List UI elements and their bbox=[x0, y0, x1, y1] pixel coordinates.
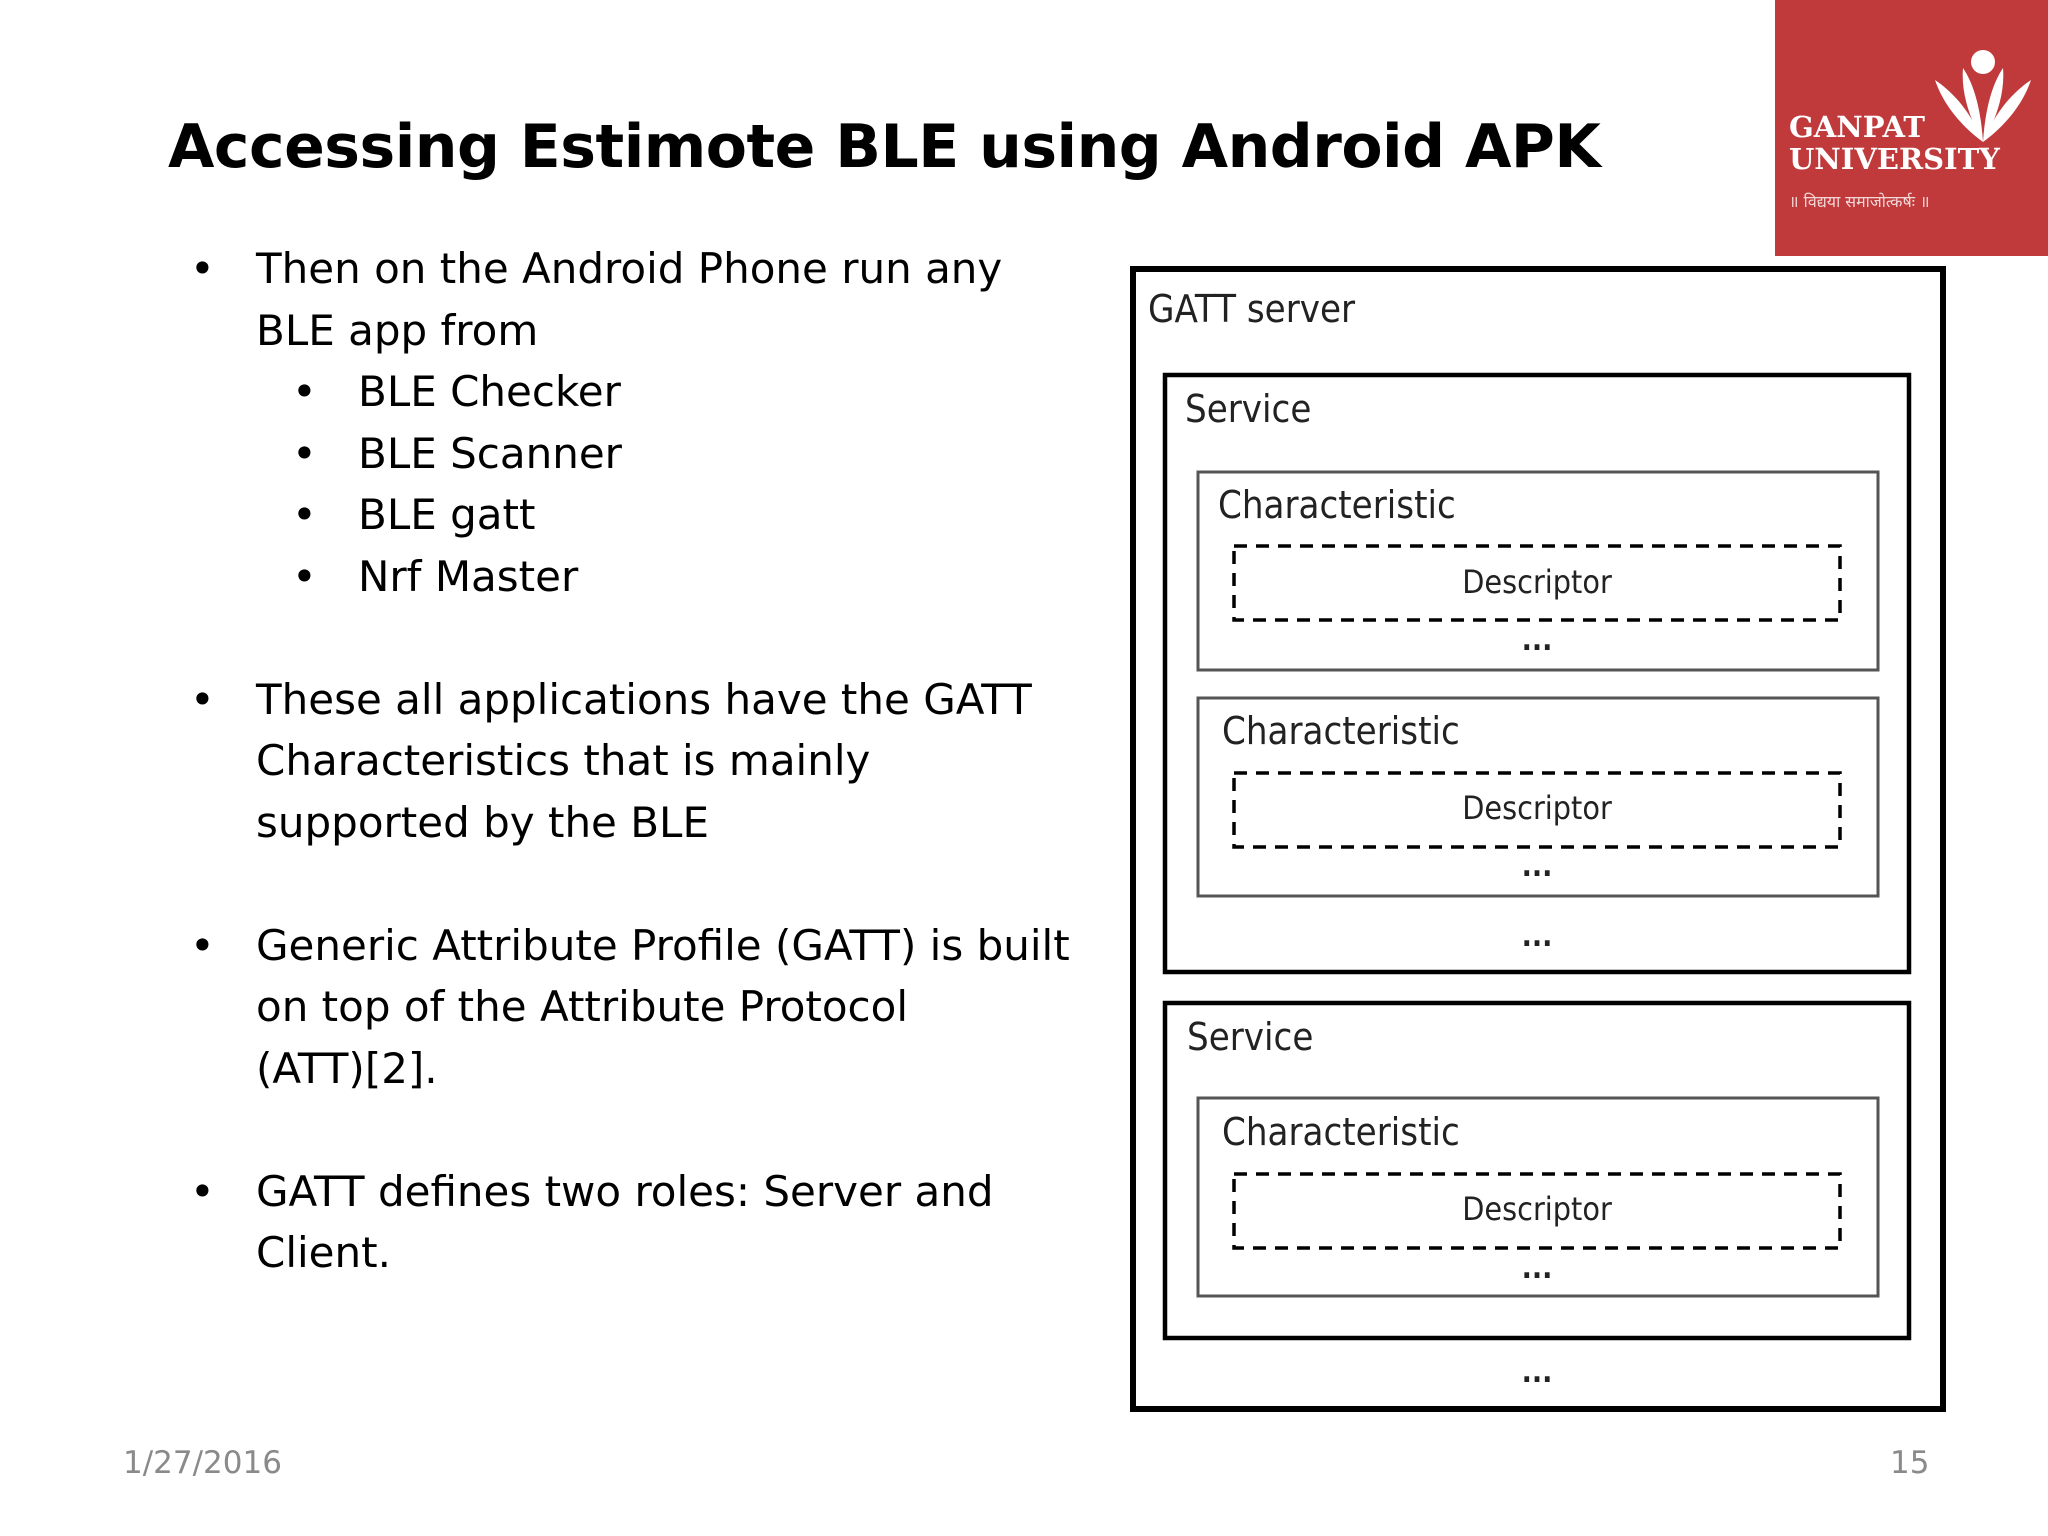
bullet-text: Then on the Android Phone run any bbox=[256, 244, 1003, 293]
service-label: Service bbox=[1185, 387, 1312, 431]
bullet-item bbox=[190, 238, 1090, 361]
bullet-icon: • bbox=[292, 367, 317, 416]
footer-date: 1/27/2016 bbox=[123, 1445, 282, 1481]
bullet-text: Client. bbox=[256, 1228, 391, 1277]
gatt-server-box bbox=[1133, 269, 1943, 1409]
bullet-text: GATT defines two roles: Server and bbox=[256, 1166, 994, 1216]
bullet-text: supported by the BLE bbox=[256, 797, 709, 847]
bullet-icon: • bbox=[292, 428, 317, 478]
sub-bullet-text: BLE Scanner bbox=[358, 428, 622, 478]
sub-bullet-text: BLE gatt bbox=[358, 490, 536, 539]
sub-bullet-item bbox=[190, 361, 1090, 423]
sub-bullet-item bbox=[190, 546, 1090, 608]
gatt-server-label: GATT server bbox=[1148, 287, 1356, 331]
sub-bullet-text: Nrf Master bbox=[358, 551, 579, 601]
bullet-text: (ATT)[2]. bbox=[256, 1043, 438, 1093]
logo-name-line1: GANPAT bbox=[1789, 110, 1925, 144]
slide-title: Accessing Estimote BLE using Android APK bbox=[168, 112, 1601, 182]
ellipsis-label: ... bbox=[1521, 623, 1553, 658]
bullet-text: on top of the Attribute Protocol bbox=[256, 982, 909, 1031]
characteristic-label: Characteristic bbox=[1222, 1110, 1460, 1154]
bullet-icon: • bbox=[292, 490, 317, 539]
descriptor-label: Descriptor bbox=[1462, 1190, 1612, 1228]
descriptor-label: Descriptor bbox=[1462, 563, 1612, 601]
bullet-text: Characteristics that is mainly bbox=[256, 736, 871, 785]
bullet-text: BLE app from bbox=[256, 305, 539, 355]
bullet-icon: • bbox=[190, 1166, 215, 1216]
page-number: 15 bbox=[1890, 1445, 1930, 1481]
gatt-diagram bbox=[1128, 266, 1948, 1416]
university-logo bbox=[1775, 0, 2048, 256]
sub-bullet-item bbox=[190, 484, 1090, 546]
ellipsis-label: ... bbox=[1521, 1355, 1553, 1390]
bullet-text: Generic Attribute Profile (GATT) is built bbox=[256, 920, 1070, 970]
bullet-list bbox=[190, 238, 1090, 1284]
bullet-item bbox=[190, 1161, 1090, 1284]
service-label: Service bbox=[1187, 1015, 1314, 1059]
ellipsis-label: ... bbox=[1521, 849, 1553, 884]
logo-motto: ॥ विद्यया समाजोत्कर्षः ॥ bbox=[1789, 192, 1930, 211]
ellipsis-label: ... bbox=[1521, 1251, 1553, 1286]
ellipsis-label: ... bbox=[1521, 919, 1553, 954]
bullet-item bbox=[190, 669, 1090, 854]
descriptor-label: Descriptor bbox=[1462, 789, 1612, 827]
characteristic-label: Characteristic bbox=[1218, 483, 1456, 527]
bullet-item bbox=[190, 915, 1090, 1100]
bullet-icon: • bbox=[292, 551, 317, 601]
bullet-text: These all applications have the GATT bbox=[256, 674, 1032, 724]
logo-name-line2: UNIVERSITY bbox=[1789, 142, 2000, 176]
characteristic-label: Characteristic bbox=[1222, 709, 1460, 753]
bullet-icon: • bbox=[190, 920, 215, 970]
sub-bullet-text: BLE Checker bbox=[358, 367, 621, 416]
sub-bullet-item bbox=[190, 423, 1090, 485]
bullet-icon: • bbox=[190, 674, 215, 724]
bullet-icon: • bbox=[190, 244, 215, 293]
